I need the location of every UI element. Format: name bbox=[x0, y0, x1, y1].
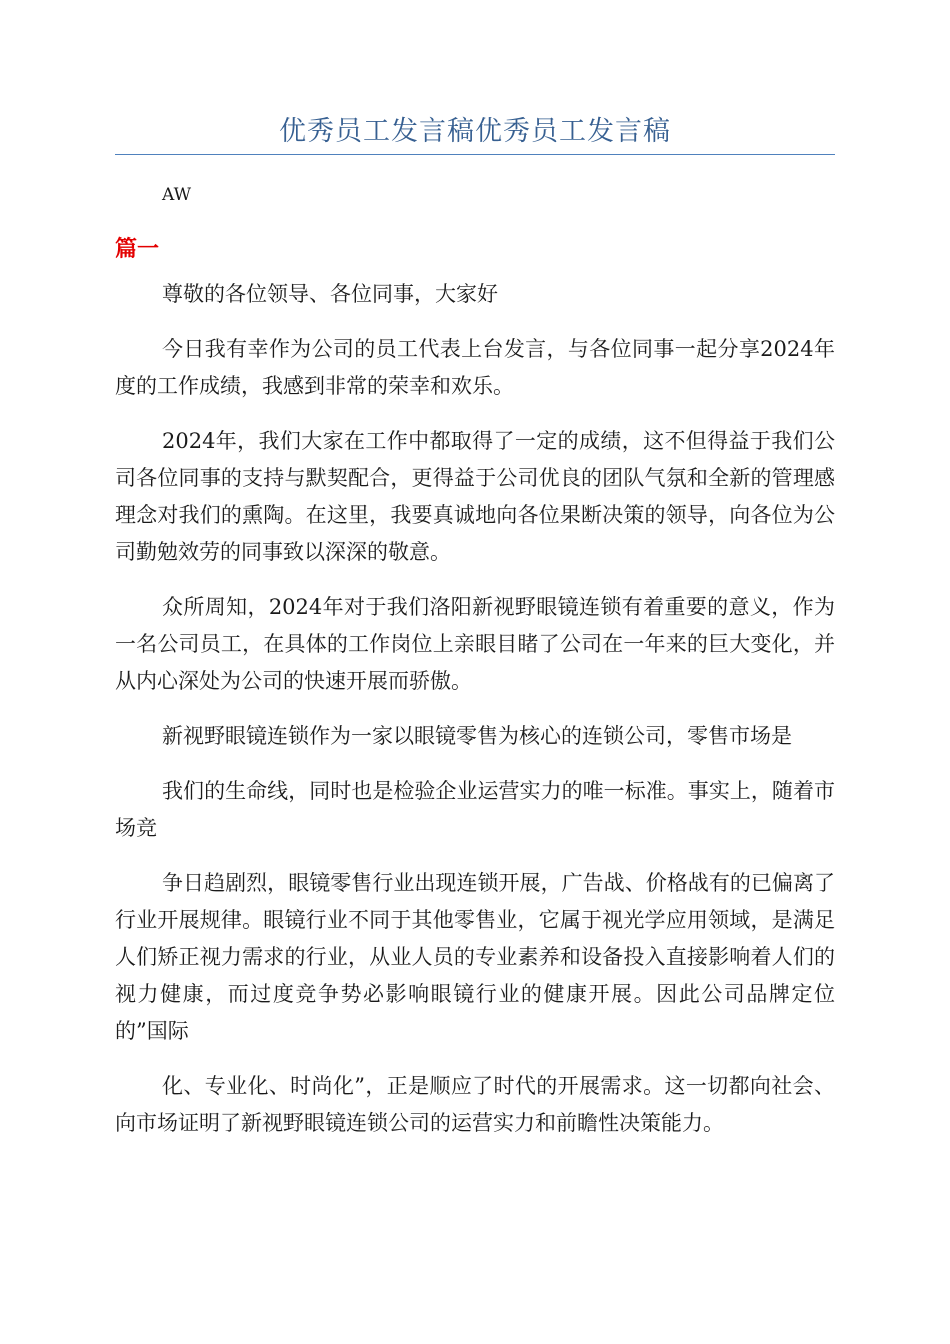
section-heading: 篇一 bbox=[115, 236, 160, 262]
document-body bbox=[115, 276, 835, 1160]
paragraph-2: 今日我有幸作为公司的员工代表上台发言，与各位同事一起分享2024年度的工作成绩，我感到非常的荣幸和欢乐。 bbox=[115, 337, 835, 398]
paragraph-1: 尊敬的各位领导、各位同事，大家好 bbox=[162, 282, 498, 306]
paragraph-8: 化、专业化、时尚化”，正是顺应了时代的开展需求。这一切都向社会、向市场证明了新视野眼镜连锁公司的运营实力和前瞻性决策能力。 bbox=[115, 1074, 835, 1135]
author-line: AW bbox=[162, 185, 192, 205]
paragraph-6: 我们的生命线，同时也是检验企业运营实力的唯一标准。事实上，随着市场竞 bbox=[115, 779, 835, 840]
paragraph-7: 争日趋剧烈，眼镜零售行业出现连锁开展，广告战、价格战有的已偏离了行业开展规律。眼镜行业不同于其他零售业，它属于视光学应用领域，是满足人们矫正视力需求的行业，从业人员的专业素养和设备投入直接影响着人们的视力健康，而过度竞争势必影响眼镜行业的健康开展。因此公司品牌定位的”国际 bbox=[115, 871, 835, 1043]
paragraph-4: 众所周知，2024年对于我们洛阳新视野眼镜连锁有着重要的意义，作为一名公司员工，在具体的工作岗位上亲眼目睹了公司在一年来的巨大变化，并从内心深处为公司的快速开展而骄傲。 bbox=[115, 595, 835, 693]
paragraph-3: 2024年，我们大家在工作中都取得了一定的成绩，这不但得益于我们公司各位同事的支持与默契配合，更得益于公司优良的团队气氛和全新的管理感理念对我们的熏陶。在这里，我要真诚地向各位果断决策的领导，向各位为公司勤勉效劳的同事致以深深的敬意。 bbox=[115, 429, 835, 564]
paragraph-5: 新视野眼镜连锁作为一家以眼镜零售为核心的连锁公司，零售市场是 bbox=[162, 724, 792, 748]
title-underline bbox=[115, 154, 835, 155]
document-title: 优秀员工发言稿优秀员工发言稿 bbox=[279, 116, 671, 147]
